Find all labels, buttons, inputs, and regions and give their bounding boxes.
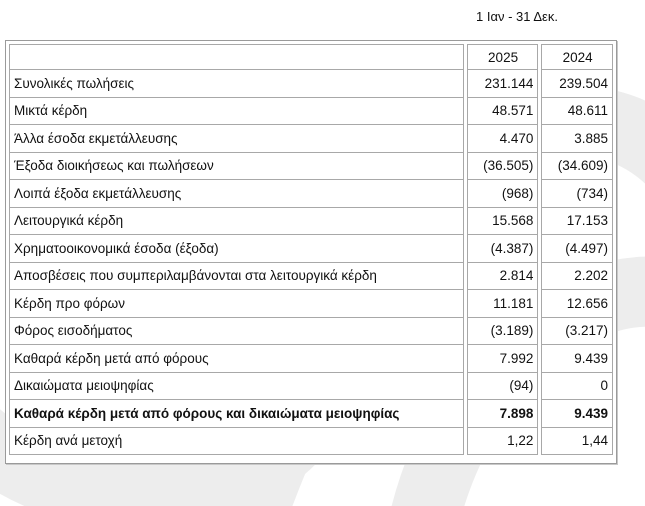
value-2025: 48.571 <box>467 98 539 126</box>
table-row <box>9 345 613 373</box>
table-row <box>9 208 613 236</box>
row-label: Κέρδη προ φόρων <box>9 290 464 318</box>
row-label: Συνολικές πωλήσεις <box>9 70 464 98</box>
value-2024: 48.611 <box>541 98 613 126</box>
value-2024: 9.439 <box>541 400 613 428</box>
row-label: Έξοδα διοικήσεως και πωλήσεων <box>9 153 464 181</box>
value-2024: (34.609) <box>541 153 613 181</box>
table-row <box>9 180 613 208</box>
table-row <box>9 153 613 181</box>
value-2025: 11.181 <box>467 290 539 318</box>
table-row <box>9 428 613 456</box>
value-2024: (3.217) <box>541 318 613 346</box>
header-blank-cell <box>9 44 464 70</box>
value-2024: 1,44 <box>541 428 613 456</box>
row-label: Κέρδη ανά μετοχή <box>9 428 464 456</box>
value-2025: 7.992 <box>467 345 539 373</box>
row-label: Χρηματοοικονομικά έσοδα (έξοδα) <box>9 235 464 263</box>
value-2024: 17.153 <box>541 208 613 236</box>
row-label: Καθαρά κέρδη μετά από φόρους <box>9 345 464 373</box>
row-label: Δικαιώματα μειοψηφίας <box>9 373 464 401</box>
value-2024: 9.439 <box>541 345 613 373</box>
value-2024: 239.504 <box>541 70 613 98</box>
value-2024: 2.202 <box>541 263 613 291</box>
value-2024: (4.497) <box>541 235 613 263</box>
value-2024: 0 <box>541 373 613 401</box>
table-row <box>9 400 613 428</box>
row-label: Καθαρά κέρδη μετά από φόρους και δικαιώματα μειοψηφίας <box>9 400 464 428</box>
table-row <box>9 70 613 98</box>
table-row <box>9 318 613 346</box>
value-2025: (3.189) <box>467 318 539 346</box>
row-label: Λειτουργικά κέρδη <box>9 208 464 236</box>
income-statement-table <box>5 40 617 464</box>
row-label: Αποσβέσεις που συμπεριλαμβάνονται στα λειτουργικά κέρδη <box>9 263 464 291</box>
value-2025: (4.387) <box>467 235 539 263</box>
row-label: Λοιπά έξοδα εκμετάλλευσης <box>9 180 464 208</box>
value-2025: 15.568 <box>467 208 539 236</box>
table-row <box>9 290 613 318</box>
row-label: Άλλα έσοδα εκμετάλλευσης <box>9 125 464 153</box>
table-header-row <box>9 44 613 70</box>
value-2025: 2.814 <box>467 263 539 291</box>
value-2025: 1,22 <box>467 428 539 456</box>
period-label: 1 Ιαν - 31 Δεκ. <box>476 9 558 24</box>
table-row <box>9 125 613 153</box>
table-row <box>9 373 613 401</box>
column-header-2025: 2025 <box>467 44 539 70</box>
value-2025: 231.144 <box>467 70 539 98</box>
value-2025: 7.898 <box>467 400 539 428</box>
table-row <box>9 263 613 291</box>
table-row <box>9 98 613 126</box>
row-label: Φόρος εισοδήματος <box>9 318 464 346</box>
column-header-2024: 2024 <box>541 44 613 70</box>
value-2025: (36.505) <box>467 153 539 181</box>
row-label: Μικτά κέρδη <box>9 98 464 126</box>
value-2025: 4.470 <box>467 125 539 153</box>
value-2025: (968) <box>467 180 539 208</box>
value-2025: (94) <box>467 373 539 401</box>
value-2024: 12.656 <box>541 290 613 318</box>
value-2024: (734) <box>541 180 613 208</box>
value-2024: 3.885 <box>541 125 613 153</box>
table-row <box>9 235 613 263</box>
